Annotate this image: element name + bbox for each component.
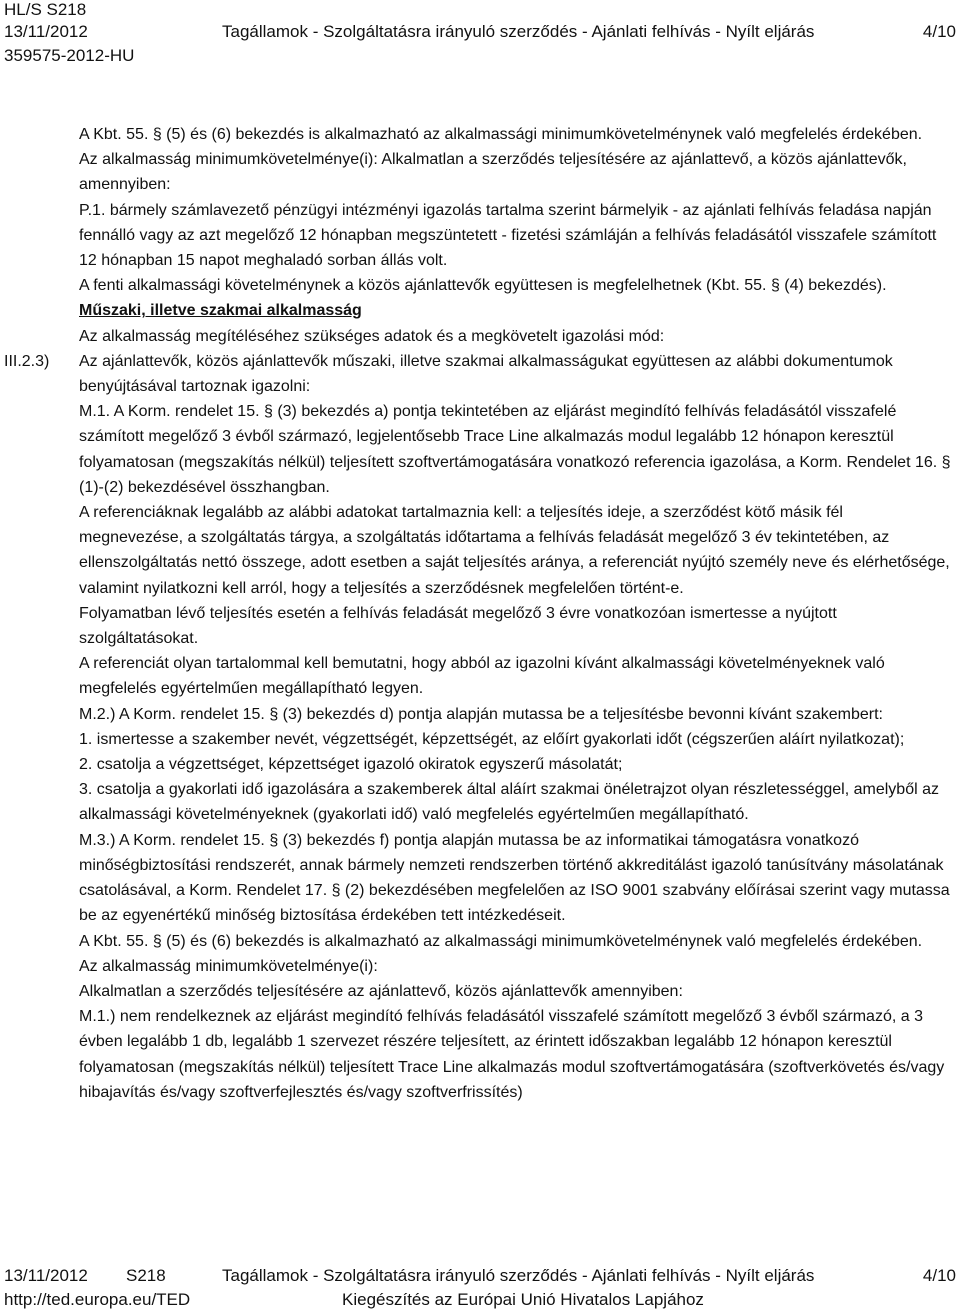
header-date: 13/11/2012 xyxy=(4,22,88,41)
section-title: Műszaki, illetve szakmai alkalmasság xyxy=(79,302,362,320)
paragraph: Az alkalmasság minimumkövetelménye(i): Alkalmatlan a szerződés teljesítésére az ajánlattevő, a közös ajánlattevők, amennyiben: xyxy=(79,151,907,194)
paragraph: Az ajánlattevők, közös ajánlattevők műszaki, illetve szakmai alkalmasságukat együttesen az alábbi dokumentumok benyújtásával tartoznak igazolni: xyxy=(79,352,893,396)
paragraph: M.1. A Korm. rendelet 15. § (3) bekezdés a) pontja tekintetében az eljárást megindító felhívás feladásától visszafelé számított megelőző 3 évből származó, legjelentősebb Trace Line alkalmazás modul legalább 12 hónapon keresztül folyamatosan (megszakítás nélkül) teljesített szoftvertámogatására vonatkozó referencia igazolása, a Korm. Rendelet 16. § (1)-(2) bekezdésével összhangban. xyxy=(79,403,951,496)
paragraph: A referenciáknak legalább az alábbi adatokat tartalmaznia kell: a teljesítés ideje, a szerződést kötő másik fél megnevezése, a szolgáltatás tárgya, a szolgáltatás időtartama a felhívás feladását megelőző 3 év tekintetében, az ellenszolgáltatás nettó összege, adott esetben a saját teljesítés aránya, a referenciát nyújtó személy neve és elérhetősége, valamint nyilatkozni kell arról, hogy a teljesítés a szerződésnek megfelelően történt-e. xyxy=(79,504,950,597)
footer-publisher: Kiegészítés az Európai Unió Hivatalos Lapjához xyxy=(342,1290,704,1309)
paragraph: M.1.) nem rendelkeznek az eljárást megindító felhívás feladásától visszafelé számított megelőző 3 évből származó, a 3 évben legalább 1 db, legalább 1 szervezet részére teljesített, az érintett időszakban legalább 12 hónapon keresztül folyamatosan (megszakítás nélkül) teljesített Trace Line alkalmazás modul szoftvertámogatására (szoftverkövetés és/vagy hibajavítás és/vagy szoftverfejlesztés és/vagy szoftverfrissítés) xyxy=(79,1008,945,1101)
section-number: III.2.3) xyxy=(4,353,50,370)
paragraph: M.2.) A Korm. rendelet 15. § (3) bekezdés d) pontja alapján mutassa be a teljesítésbe bevonni kívánt szakembert: xyxy=(79,705,883,723)
footer-title: Tagállamok - Szolgáltatásra irányuló szerződés - Ajánlati felhívás - Nyílt eljárás xyxy=(222,1266,815,1285)
paragraph: M.3.) A Korm. rendelet 15. § (3) bekezdés f) pontja alapján mutassa be az informatikai támogatásra vonatkozó minőségbiztosítási rendszerét, annak bármely nemzeti rendszerben történő akkreditálást igazoló tanúsítvány másolatának csatolásával, a Korm. Rendelet 17. § (2) bekezdésében megfelelően az ISO 9001 szabvány előírásai szerint vagy mutassa be az egyenértékű minőség biztosítása érdekében tett intézkedéseit. xyxy=(79,831,950,925)
header-reference: 359575-2012-HU xyxy=(4,46,135,65)
paragraph: 2. csatolja a végzettséget, képzettséget igazoló okiratok egyszerű másolatát; xyxy=(79,756,623,774)
paragraph: 3. csatolja a gyakorlati idő igazolására a szakemberek által aláírt szakmai önéletrajzot olyan részletességgel, amelyből az alkalmassági követelményeknek (gyakorlati idő) való megfelelés egyértelműen megállapítható. xyxy=(79,781,939,824)
paragraph: Az alkalmasság minimumkövetelménye(i): xyxy=(79,957,378,975)
document-body xyxy=(79,122,951,1105)
paragraph: A Kbt. 55. § (5) és (6) bekezdés is alkalmazható az alkalmassági minimumkövetelménynek való megfelelés érdekében. xyxy=(79,932,923,950)
paragraph: A Kbt. 55. § (5) és (6) bekezdés is alkalmazható az alkalmassági minimumkövetelménynek való megfelelés érdekében. xyxy=(79,126,923,143)
paragraph: Alkalmatlan a szerződés teljesítésére az ajánlattevő, közös ajánlattevők amennyiben: xyxy=(79,982,683,1000)
footer-code: S218 xyxy=(126,1266,166,1285)
paragraph: 1. ismertesse a szakember nevét, végzettségét, képzettségét, az előírt gyakorlati időt (cégszerűen aláírt nyilatkozat); xyxy=(79,730,905,748)
paragraph: Az alkalmasság megítéléséhez szükséges adatok és a megkövetelt igazolási mód: xyxy=(79,327,665,345)
header-page-number: 4/10 xyxy=(922,22,956,41)
paragraph: A fenti alkalmassági követelménynek a közös ajánlattevők együttesen is megfelelhetnek (Kbt. 55. § (4) bekezdés). xyxy=(79,277,887,295)
header-doc-code: HL/S S218 xyxy=(4,0,87,19)
paragraph: Folyamatban lévő teljesítés esetén a felhívás feladását megelőző 3 évre vonatkozóan ismertesse a nyújtott szolgáltatásokat. xyxy=(79,604,837,648)
paragraph: A referenciát olyan tartalommal kell bemutatni, hogy abból az igazolni kívánt alkalmassági követelményeknek való megfelelés egyértelműen megállapítható legyen. xyxy=(79,655,885,698)
header-title: Tagállamok - Szolgáltatásra irányuló szerződés - Ajánlati felhívás - Nyílt eljárás xyxy=(222,22,815,41)
footer-page-number: 4/10 xyxy=(922,1266,956,1285)
paragraph: P.1. bármely számlavezető pénzügyi intézményi igazolás tartalma szerint bármelyik - az ajánlati felhívás feladása napján fennálló vagy az azt megelőző 12 hónapban megszüntetett - fizetési számláján a felhívás feladásától visszafele számított 12 hónapban 15 napot meghaladó sorban állás volt. xyxy=(79,201,937,270)
footer-date: 13/11/2012 xyxy=(4,1266,88,1285)
footer-url[interactable]: http://ted.europa.eu/TED xyxy=(4,1290,191,1309)
